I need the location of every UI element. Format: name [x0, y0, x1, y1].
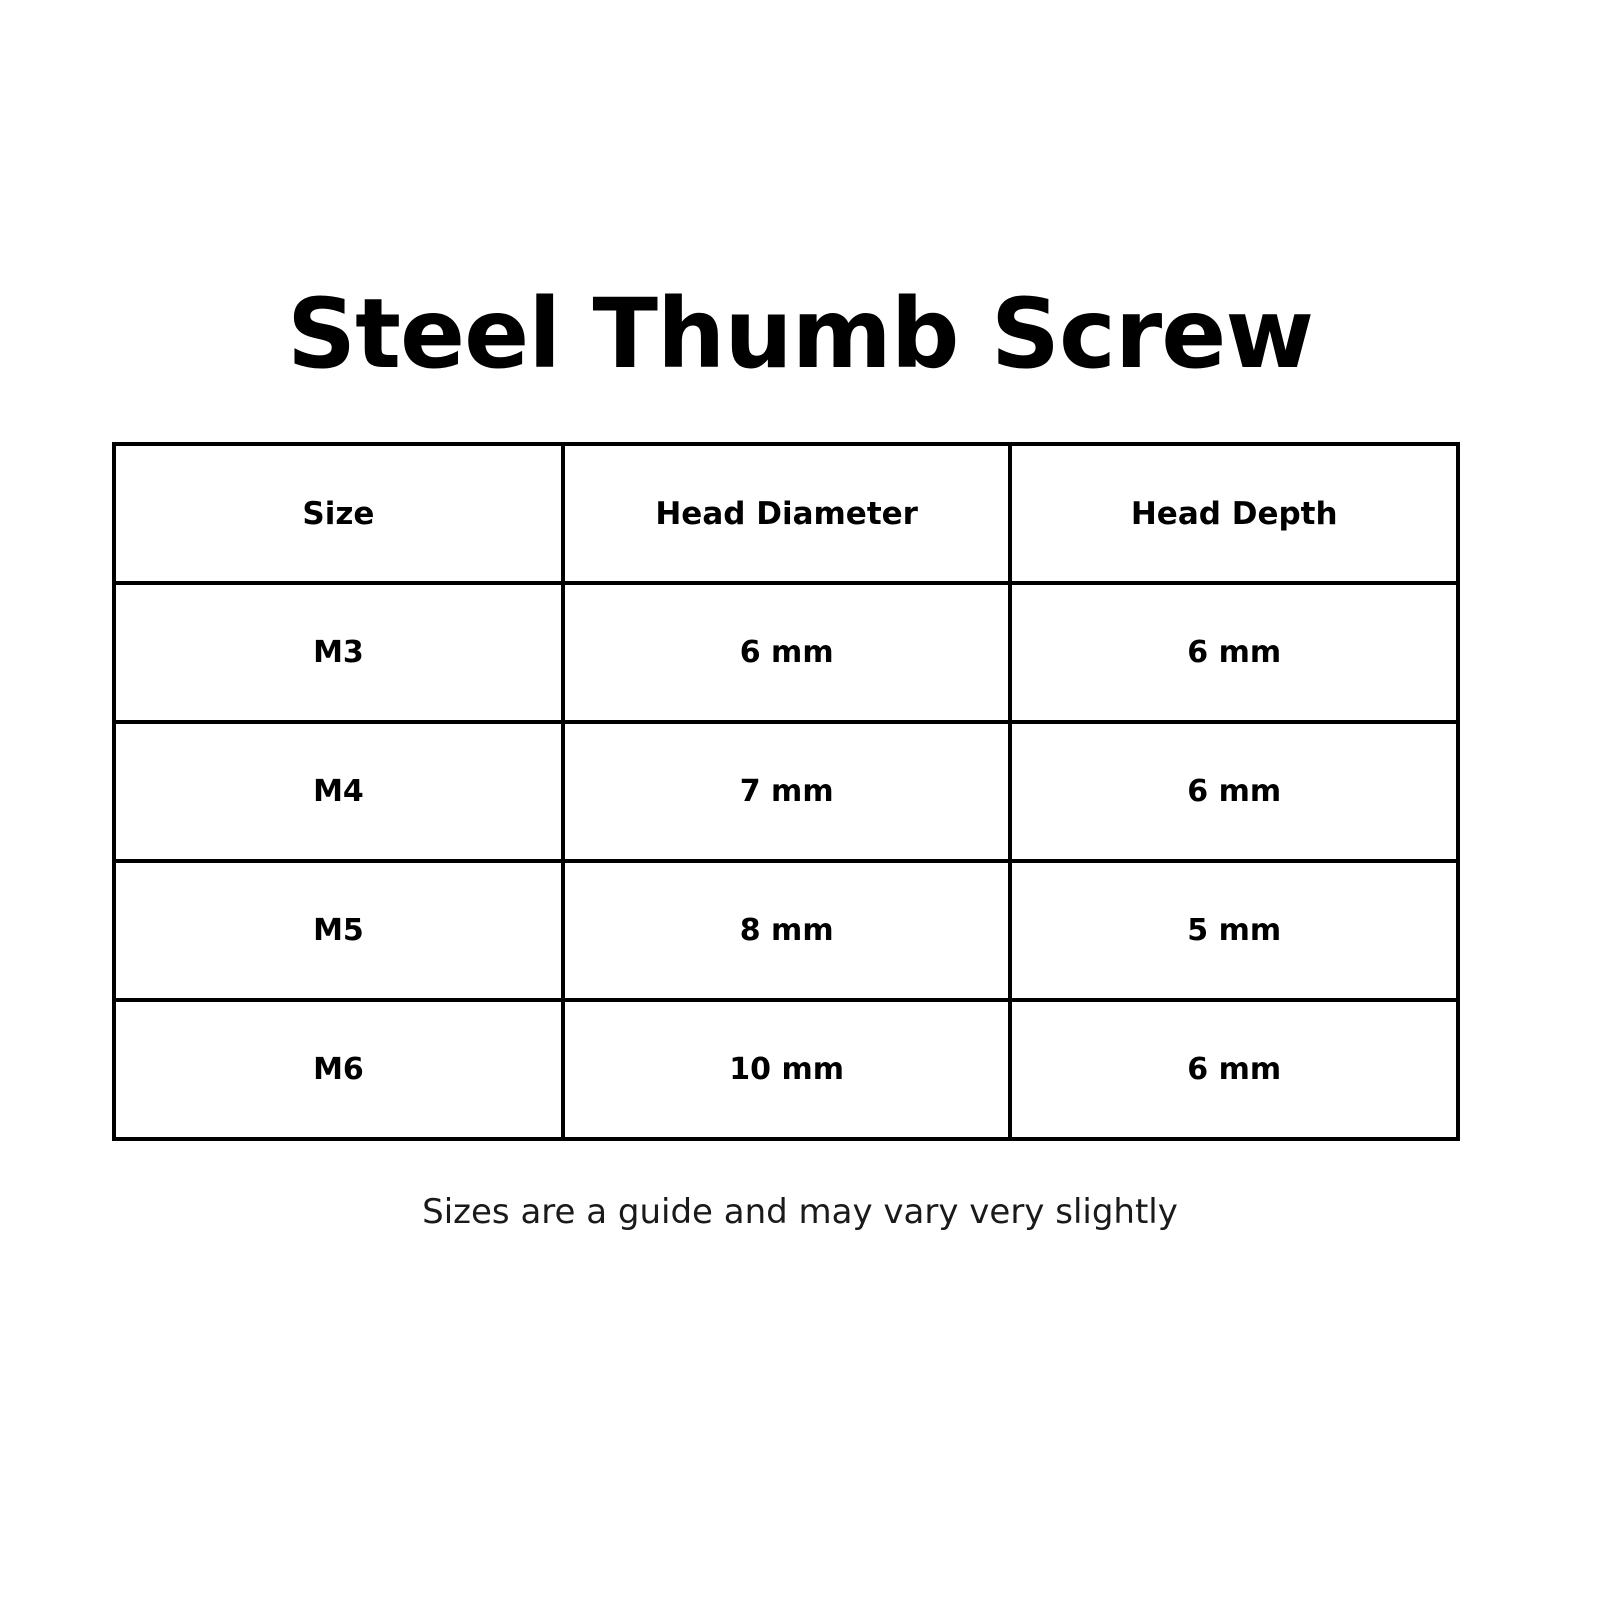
- cell-head-depth: 6 mm: [1010, 722, 1458, 861]
- table-header-row: [114, 444, 1458, 583]
- cell-head-depth: 6 mm: [1010, 583, 1458, 722]
- cell-size: M5: [114, 861, 563, 1000]
- cell-head-diameter: 10 mm: [563, 1000, 1011, 1139]
- cell-head-diameter: 8 mm: [563, 861, 1011, 1000]
- footnote-text: Sizes are a guide and may vary very slightly: [422, 1192, 1178, 1232]
- column-header-size: Size: [114, 444, 563, 583]
- cell-size: M3: [114, 583, 563, 722]
- page-title: Steel Thumb Screw: [286, 278, 1314, 391]
- table-row: [114, 722, 1458, 861]
- cell-head-depth: 6 mm: [1010, 1000, 1458, 1139]
- cell-size: M6: [114, 1000, 563, 1139]
- cell-head-depth: 5 mm: [1010, 861, 1458, 1000]
- column-header-head-diameter: Head Diameter: [563, 444, 1011, 583]
- table-row: [114, 861, 1458, 1000]
- table-row: [114, 1000, 1458, 1139]
- cell-head-diameter: 6 mm: [563, 583, 1011, 722]
- column-header-head-depth: Head Depth: [1010, 444, 1458, 583]
- spec-table-container: [112, 442, 1460, 1141]
- specification-table: [112, 442, 1460, 1141]
- cell-head-diameter: 7 mm: [563, 722, 1011, 861]
- table-row: [114, 583, 1458, 722]
- cell-size: M4: [114, 722, 563, 861]
